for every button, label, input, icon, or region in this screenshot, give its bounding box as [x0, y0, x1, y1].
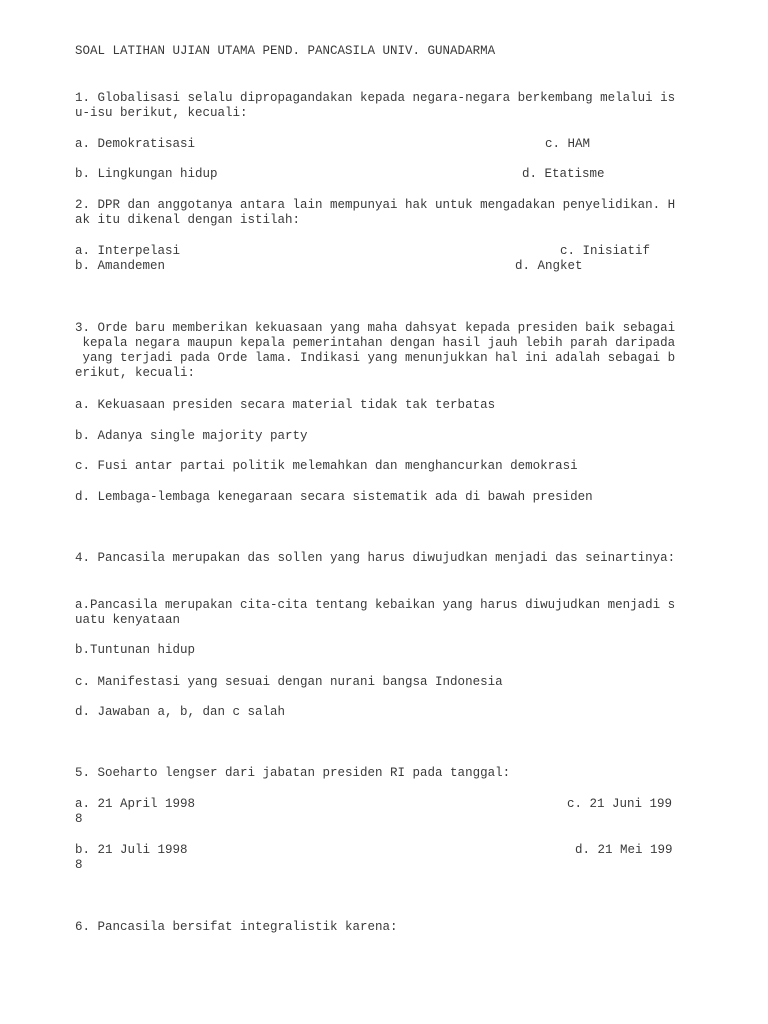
question-stem: 5. Soeharto lengser dari jabatan presiden RI pada tanggal:: [75, 766, 511, 780]
option-c: c. 21 Juni 199: [567, 797, 673, 811]
option-c: c. HAM: [545, 137, 591, 151]
option-b: b. Adanya single majority party: [75, 429, 308, 443]
option-d: d. Lembaga-lembaga kenegaraan secara sistematik ada di bawah presiden: [75, 490, 593, 504]
option-b: b. Amandemen: [75, 259, 166, 273]
option-a: a. Interpelasi: [75, 244, 181, 258]
question-stem: 1. Globalisasi selalu dipropagandakan kepada negara-negara berkembang melalui is: [75, 91, 676, 105]
option-a: a. Kekuasaan presiden secara material tidak tak terbatas: [75, 398, 496, 412]
option-d: d. Etatisme: [522, 167, 605, 181]
option-a-continued: uatu kenyataan: [75, 613, 181, 627]
page-title: SOAL LATIHAN UJIAN UTAMA PEND. PANCASILA UNIV. GUNADARMA: [75, 44, 496, 58]
question-stem: 2. DPR dan anggotanya antara lain mempunyai hak untuk mengadakan penyelidikan. H: [75, 198, 676, 212]
question-stem: erikut, kecuali:: [75, 366, 196, 380]
option-d: d. 21 Mei 199: [575, 843, 673, 857]
option-d: d. Jawaban a, b, dan c salah: [75, 705, 286, 719]
question-stem: 3. Orde baru memberikan kekuasaan yang maha dahsyat kepada presiden baik sebagai: [75, 321, 676, 335]
option-c: c. Fusi antar partai politik melemahkan dan menghancurkan demokrasi: [75, 459, 578, 473]
option-b: b. Lingkungan hidup: [75, 167, 218, 181]
question-stem: 4. Pancasila merupakan das sollen yang harus diwujudkan menjadi das seinartinya:: [75, 551, 676, 565]
option-d: d. Angket: [515, 259, 583, 273]
option-b: b. 21 Juli 1998: [75, 843, 188, 857]
option-a: a. 21 April 1998: [75, 797, 196, 811]
question-stem: kepala negara maupun kepala pemerintahan dengan hasil jauh lebih parah daripada: [75, 336, 676, 350]
question-stem: ak itu dikenal dengan istilah:: [75, 213, 301, 227]
option-a: a.Pancasila merupakan cita-cita tentang kebaikan yang harus diwujudkan menjadi s: [75, 598, 676, 612]
option-c: c. Inisiatif: [560, 244, 651, 258]
option-d-continued: 8: [75, 858, 83, 872]
question-stem: yang terjadi pada Orde lama. Indikasi yang menunjukkan hal ini adalah sebagai b: [75, 351, 676, 365]
question-stem: u-isu berikut, kecuali:: [75, 106, 248, 120]
option-c-continued: 8: [75, 812, 83, 826]
option-b: b.Tuntunan hidup: [75, 643, 196, 657]
question-stem: 6. Pancasila bersifat integralistik karena:: [75, 920, 398, 934]
option-a: a. Demokratisasi: [75, 137, 196, 151]
option-c: c. Manifestasi yang sesuai dengan nurani bangsa Indonesia: [75, 675, 503, 689]
